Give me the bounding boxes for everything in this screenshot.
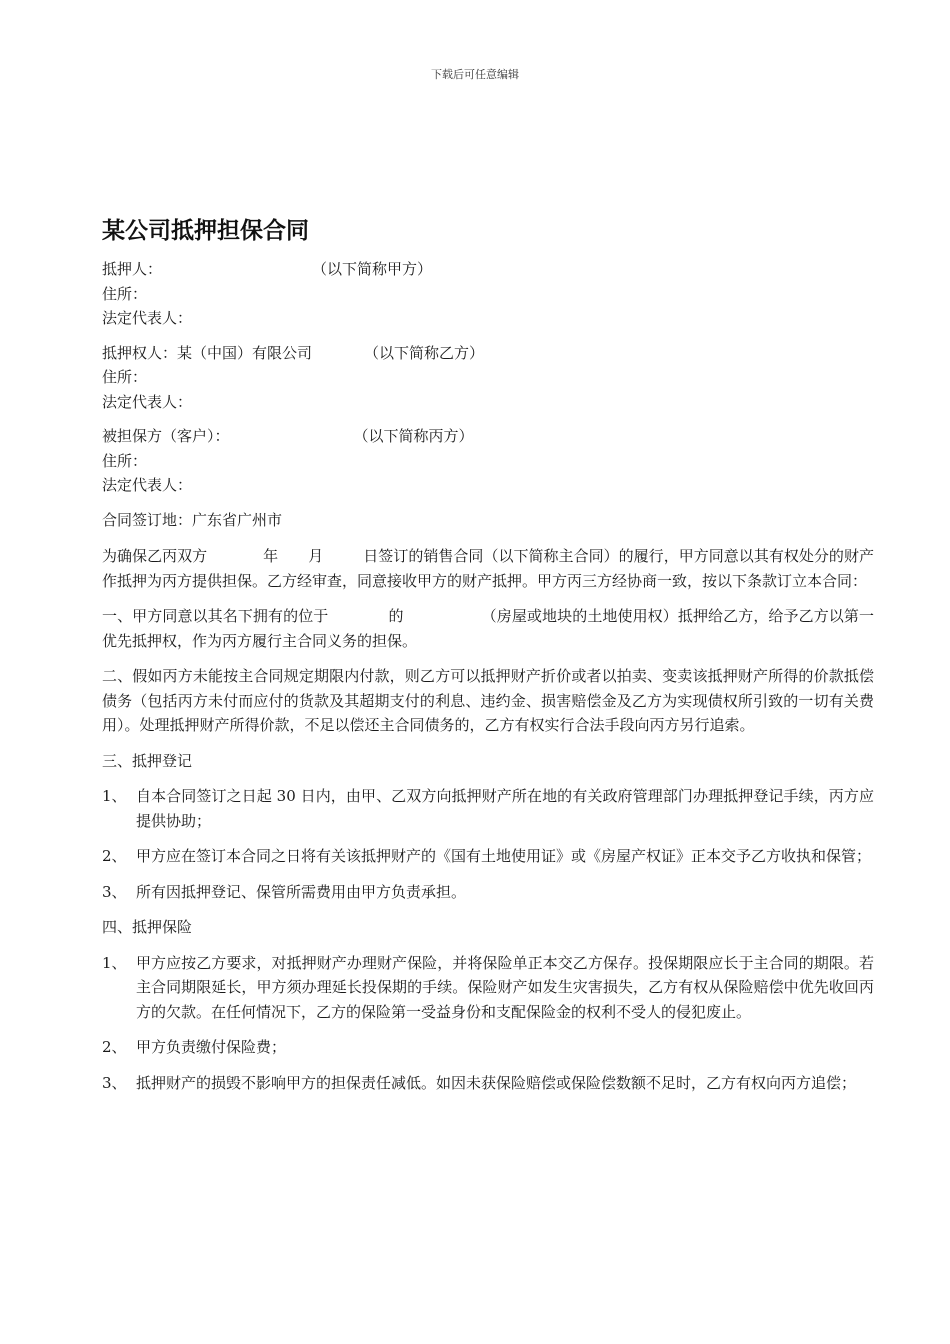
party-alias: （以下简称丙方） — [353, 427, 474, 445]
section-4-heading: 四、抵押保险 — [102, 918, 193, 936]
party-label: 被担保方（客户）： — [102, 427, 230, 445]
list-item: 2、 甲方应在签订本合同之日将有关该抵押财产的《国有土地使用证》或《房屋产权证》正本交予乙方收执和保管； — [102, 847, 872, 865]
party-guaranteed — [102, 424, 874, 498]
sign-place: 合同签订地：广东省广州市 — [102, 510, 283, 529]
intro-paragraph: 为确保乙丙双方 年 月 日签订的销售合同（以下简称主合同）的履行，甲方同意以其有权处分的财产作抵押为丙方提供担保。乙方经审查，同意接收甲方的财产抵押。甲方丙三方经协商一致，按以下条款订立本合同： — [102, 547, 874, 590]
section-3-heading: 三、抵押登记 — [102, 751, 193, 770]
clause-2: 二、假如丙方未能按主合同规定期限内付款，则乙方可以抵押财产折价或者以拍卖、变卖该抵押财产所得的价款抵偿债务（包括丙方未付而应付的货款及其超期支付的利息、违约金、损害赔偿金及乙方为实现债权所引致的一切有关费用）。处理抵押财产所得价款，不足以偿还主合同债务的，乙方有权实行合法手段向丙方另行追索。 — [102, 667, 874, 734]
clause-1: 一、甲方同意以其名下拥有的位于 的 （房屋或地块的土地使用权）抵押给乙方，给予乙方以第一优先抵押权，作为丙方履行主合同义务的担保。 — [102, 607, 874, 650]
party-address: 住所： — [102, 284, 148, 303]
party-rep: 法定代表人： — [102, 392, 193, 411]
party-label: 抵押权人：某（中国）有限公司 — [102, 343, 313, 362]
list-item: 3、 抵押财产的损毁不影响甲方的担保责任减低。如因未获保险赔偿或保险偿数额不足时，乙方有权向丙方追偿； — [102, 1073, 857, 1092]
document-body — [102, 214, 874, 1106]
party-rep: 法定代表人： — [102, 309, 193, 327]
document-title: 某公司抵押担保合同 — [102, 218, 309, 244]
party-alias: （以下简称乙方） — [364, 343, 485, 362]
list-item: 3、 所有因抵押登记、保管所需费用由甲方负责承担。 — [102, 882, 467, 901]
party-rep: 法定代表人： — [102, 476, 193, 494]
list-item: 1、 甲方应按乙方要求，对抵押财产办理财产保险，并将保险单正本交乙方保存。投保期限应长于主合同的期限。若主合同期限延长，甲方须办理延长投保期的手续。保险财产如发生灾害损失，乙方有权从保险赔偿中优先收回丙方的欠款。在任何情况下，乙方的保险第一受益身份和支配保险金的权利不受人的侵犯废止。 — [102, 953, 874, 1021]
party-address: 住所： — [102, 368, 148, 386]
party-mortgagor — [102, 257, 874, 331]
page-header: 下载后可任意编辑 — [431, 68, 519, 81]
party-address: 住所： — [102, 451, 148, 470]
party-alias: （以下简称甲方） — [312, 260, 433, 278]
party-mortgagee — [102, 341, 874, 415]
list-item: 2、 甲方负责缴付保险费； — [102, 1038, 287, 1056]
party-label: 抵押人： — [102, 260, 163, 278]
list-item: 1、 自本合同签订之日起 30 日内，由甲、乙双方向抵押财产所在地的有关政府管理部门办理抵押登记手续，丙方应提供协助； — [102, 787, 874, 830]
